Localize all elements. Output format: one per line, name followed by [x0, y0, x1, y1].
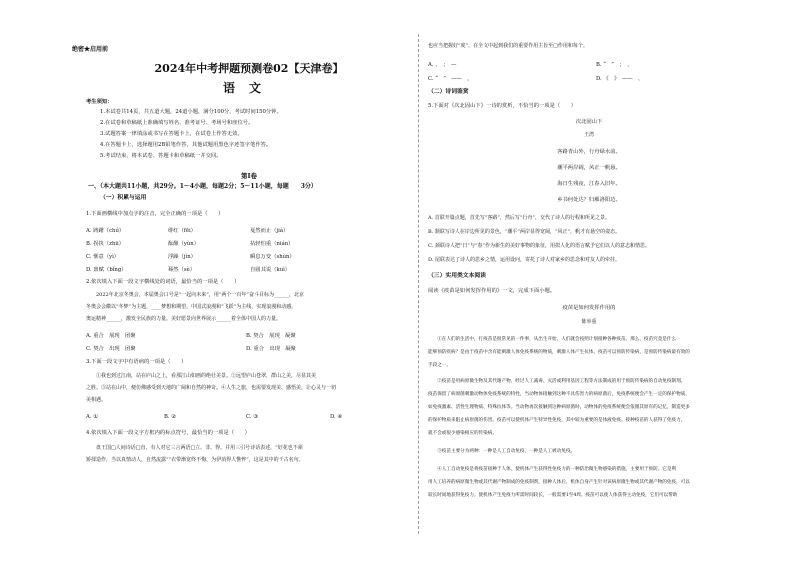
q3-option: D. ④	[330, 414, 343, 420]
q2-text: 2022年北京冬奥会，本届奥会口号是“一起向未来”，用“两个一百年”奋斗目标为______，北京	[86, 292, 304, 298]
note-item: 4.在答题卡上，选择题用2B铅笔作答，其他试题用黑色字迹签字笔作答。	[100, 142, 272, 148]
q1-option: 拈轻怕重（nián）	[250, 241, 294, 247]
article-paragraph: 能够预防疾病？是由于疫苗中含有能刺激人体免疫系统的物质，刺激人体产生抗体。疫苗可以预防传染病，是预防传染病最有效的	[428, 350, 690, 355]
poem-line: 客路青山外，行舟绿水前。	[557, 149, 621, 155]
q4-text: 盘王国□人间诗话□直，有人对它三言两语□立、非、得。并用三引号诗话表述，“好花也不须	[86, 445, 303, 451]
q1-option: D. 禀赋（bǐng）	[86, 267, 127, 273]
article-author: 陈举重	[581, 319, 597, 325]
page-title: 2024年中考押题预测卷02【天津卷】	[154, 62, 344, 75]
poem-line: 潮平两岸阔，风正一帆悬。	[557, 165, 621, 171]
q1-option: B. 拐抉（zhū）	[86, 241, 125, 247]
section-heading: 一、（本大题共11小题，共29分。1～4小题，每题2分；5～11小题，每题 3分）	[88, 183, 317, 190]
q3-text: 之胜。③站在山中，便仿佛感受到天地的广阔和自然的神奇。④人生之旅，也需要发现美、感悟美，让心灵与一切	[86, 385, 337, 391]
article-paragraph: 疫苗保留了病原菌刺激动物体免疫系统的特性，当动物体接触到这种不具伤害力的病原菌后，免疫系统便会产生一定的保护物质，	[428, 392, 690, 397]
q4-option: A. 、 ； —	[428, 62, 457, 68]
article-paragraph: 较长时间地获得免疫力。使机体产生免疫力所需时间较长，一般需要1至4周。疫苗可以使人体获得主动免疫，它们可以帮助	[428, 493, 678, 498]
subsection-heading: （二）诗词鉴赏	[428, 89, 469, 95]
q3-text: 美相遇。	[86, 397, 107, 403]
q4-option: B. “ ” ； ，	[596, 62, 633, 68]
article-paragraph: 就不会或很少感染相应的传染病。	[428, 431, 497, 436]
q5-option: B. 颔联写诗人在岸边所见的景色，“潮平”两岸显得宽阔，“风正”，帆才有悬空的姿态。	[428, 229, 621, 235]
subsection-heading: （一）积累与运用	[100, 195, 147, 201]
notes-heading: 考生须知：	[86, 99, 113, 105]
note-item: 3.试题答案一律填涂或书写在答题卡上，在试卷上作答无效。	[100, 131, 243, 137]
q1-option: 绯红（fēi）	[168, 228, 196, 234]
q5-option: D. 尾联表达了诗人的思乡之情，运用设问，寄托了诗人对家乡的思念和对友人的牵挂。	[428, 257, 621, 263]
article-paragraph: ②疫苗是用病原微生物及其代谢产物，经过人工减毒、灭活或利用基因工程等方法制成的用于预防传染病的自动免疫制剂。	[428, 379, 686, 384]
article-paragraph: 用人工培养的病原微生物或其代谢产物制成的免疫制剂，接种人体后，机体自身产生针对该病原微生物或其代谢产物的免疫，可以	[428, 480, 690, 485]
q2-option: D. 重合 出现 凝聚	[246, 346, 296, 352]
q4-stem: 4.依次填入下面一段文字方框内的标点符号，最恰当的一项是（ ）	[86, 430, 250, 436]
subject-title: 语文	[222, 81, 275, 95]
q3-option: B. ②	[164, 414, 177, 420]
q4-text: 矫揉造作，当以真情动人，自然流露”“衣带渐宽终不悔，为伊消得人憔悴”，这是其中的千古名句。	[86, 457, 304, 463]
q4-option: C. “ ” —— ，	[428, 76, 473, 82]
q1-stem: 1.下面画横线中加点字的注音，完全正确的一项是（ ）	[86, 211, 224, 217]
q1-option: 瞬息万变（shùn）	[250, 254, 295, 260]
note-item: 1.本试卷共14页，共五道大题，24道小题，满分100分，考试时间150分钟。	[100, 109, 282, 115]
q1-option: 浮躁（jìn）	[168, 254, 196, 260]
q2-option: C. 契合 出现 团聚	[86, 346, 136, 352]
note-item: 5.考试结束，将本试卷、答题卡和草稿纸一并交回。	[100, 153, 222, 159]
q1-option: 酝酿（yùn）	[168, 241, 200, 247]
q4-option: D. 《 》 —— 、	[596, 76, 644, 82]
q3-option: A. ①	[86, 414, 98, 420]
q2-stem: 2.依次填入下面一段文字横线处的词语，最恰当的一项是（ ）	[86, 279, 240, 285]
q1-option: 蓦然（sè）	[168, 267, 196, 273]
q5-option: C. 颈联诗人把“日”与“春”作为新生的美好事物的象征，用拟人化的语言赋予它们以人的意志和情思。	[428, 243, 651, 249]
article-paragraph: ③疫苗主要分为两种：一种是人工自动免疫，一种是人工被动免疫。	[428, 449, 576, 454]
reading-stem: 阅读《疫苗是如何发挥作用的》一文，完成下面小题。	[428, 288, 556, 294]
q3-stem: 3.下面一段文字中有语病的一项是（ ）	[86, 359, 187, 365]
q5-option: A. 首联开篇点题，首先写“客路”，然后写“行舟”，交代了诗人的行程和所见之景。	[428, 215, 611, 221]
part-title: 第Ⅰ卷	[240, 172, 258, 180]
poem-line: 乡书何处达？归雁洛阳边。	[557, 197, 621, 203]
poem-line: 海日生残夜，江春入旧年。	[557, 181, 621, 187]
q2-option: A. 重合 展现 团聚	[86, 333, 136, 339]
q2-text: 冬奥会会徽以“冬梦”为主题，____梦想和期望，中国式浪漫和“飞跃”为主线，实现浪漫和动感。	[86, 304, 297, 310]
article-title: 疫苗是如何发挥作用的	[562, 305, 616, 311]
column-divider	[418, 34, 419, 534]
q4-text-continued: 也应当把握好“度”，在全文中起到我们的重要作用主旨至□作用和每个。	[428, 43, 588, 49]
q1-option: A. 踌躇（chú）	[86, 228, 125, 234]
q1-option: 戛然而止（jiá）	[250, 228, 289, 234]
article-paragraph: 手段之一。	[428, 363, 451, 368]
q2-option: B. 契合 展现 凝聚	[246, 333, 296, 339]
q5-stem: 5.下面对《次北固山下》一诗的赏析，不恰当的一项是（ ）	[428, 103, 577, 109]
note-item: 2.在试卷和草稿纸上准确填写姓名、准考证号、考场号和座位号。	[100, 120, 254, 126]
secret-label: 绝密★启用前	[72, 46, 109, 53]
article-paragraph: ①在人们的生活中，打疫苗是很常见的一件事，从出生开始，人们就会按照计划接种各种疫苗。那么，疫苗究竟是什么	[428, 337, 677, 342]
q1-option: 自圆其说（kuì）	[250, 267, 291, 273]
poem-author: 王湾	[583, 132, 594, 138]
subsection-heading: （三）实用类文本阅读	[428, 273, 486, 279]
poem-title: 次北固山下	[575, 119, 603, 125]
q3-option: C. ③	[246, 414, 258, 420]
article-paragraph: 的保护物质来阻止病原菌的伤害。疫苗可以使机体产生特异性免疫，其中较为重要的是体液免疫。接种疫苗的人获得了免疫力，	[428, 418, 686, 423]
q1-option: C. 惬意（yì）	[86, 254, 120, 260]
article-paragraph: 如免疫激素、活性生理物质、特殊抗体等。当动物再次接触到这种病原菌时，动物体的免疫系统便会依循其原有的记忆，制造更多	[428, 405, 690, 410]
q3-text: ①我也到过江南，站在庐山之上，看那江山如画的绝壮美景。②远望庐山苍翠，群山之美，尽显其美	[86, 373, 317, 379]
article-paragraph: ④人工自动免疫是将疫苗接种于人体，使机体产生获得性免疫力的一种防治微生物感染的措施，主要用于预防。它是利	[428, 467, 677, 472]
q2-text: 奥运精神______，激发全民族的力量。美好愿景向世界展示______着全体中国人的力量。	[86, 316, 282, 322]
